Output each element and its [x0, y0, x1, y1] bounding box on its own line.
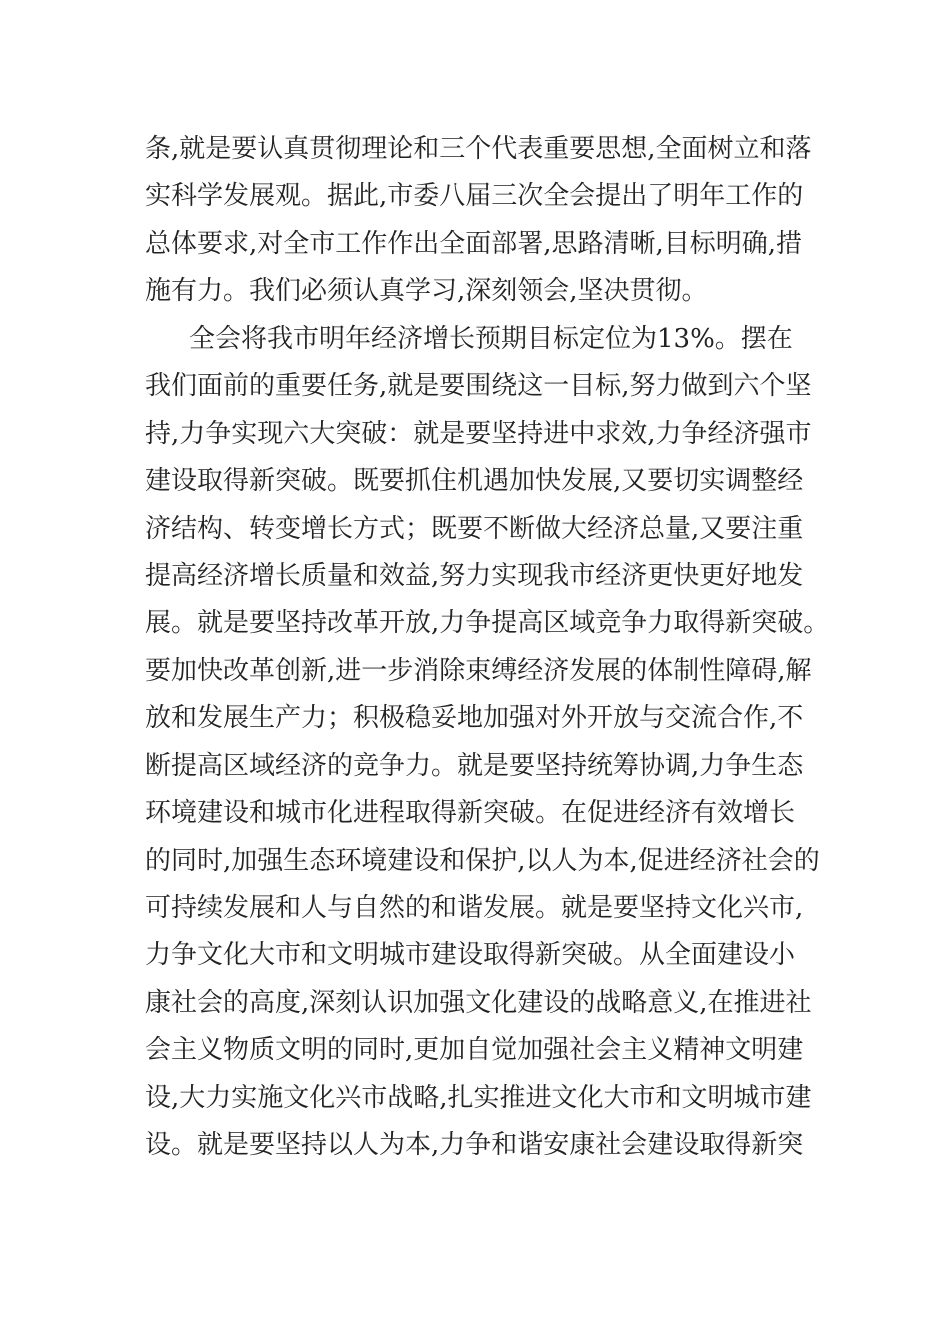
text-line: 可持续发展和人与自然的和谐发展。就是要坚持文化兴市, [145, 893, 804, 923]
text-line: 的同时,加强生态环境建设和保护,以人为本,促进经济社会的 [145, 845, 820, 876]
text-line: 我们面前的重要任务,就是要围绕这一目标,努力做到六个坚 [145, 371, 812, 402]
text-line: 济结构、转变增长方式；既要不断做大经济总量,又要注重 [145, 513, 804, 544]
text-line: 实科学发展观。据此,市委八届三次全会提出了明年工作的 [145, 181, 804, 212]
text-line: 总体要求,对全市工作作出全面部署,思路清晰,目标明确,措 [145, 228, 803, 259]
text-line: 设。就是要坚持以人为本,力争和谐安康社会建设取得新突 [145, 1130, 804, 1161]
text-line: 全会将我市明年经济增长预期目标定位为13%。摆在 [189, 323, 793, 354]
text-line: 康社会的高度,深刻认识加强文化建设的战略意义,在推进社 [145, 987, 812, 1018]
text-line: 条,就是要认真贯彻理论和三个代表重要思想,全面树立和落 [145, 134, 812, 164]
text-line: 要加快改革创新,进一步消除束缚经济发展的体制性障碍,解 [145, 655, 812, 686]
text-line: 施有力。我们必须认真学习,深刻领会,坚决贯彻。 [145, 276, 708, 307]
document-page [145, 126, 830, 1170]
paragraph [145, 316, 830, 1170]
text-line: 展。就是要坚持改革开放,力争提高区域竞争力取得新突破。 [145, 608, 830, 639]
text-line: 持,力争实现六大突破：就是要坚持进中求效,力争经济强市 [145, 418, 812, 449]
text-line: 提高经济增长质量和效益,努力实现我市经济更快更好地发 [145, 560, 804, 591]
text-line: 建设取得新突破。既要抓住机遇加快发展,又要切实调整经 [145, 466, 804, 497]
text-line: 设,大力实施文化兴市战略,扎实推进文化大市和文明城市建 [145, 1082, 812, 1113]
text-line: 环境建设和城市化进程取得新突破。在促进经济有效增长 [145, 798, 796, 829]
paragraph [145, 126, 825, 316]
text-line: 力争文化大市和文明城市建设取得新突破。从全面建设小 [145, 940, 796, 971]
text-line: 放和发展生产力；积极稳妥地加强对外开放与交流合作,不 [145, 703, 804, 734]
text-line: 断提高区域经济的竞争力。就是要坚持统筹协调,力争生态 [145, 750, 804, 781]
text-line: 会主义物质文明的同时,更加自觉加强社会主义精神文明建 [145, 1035, 804, 1066]
